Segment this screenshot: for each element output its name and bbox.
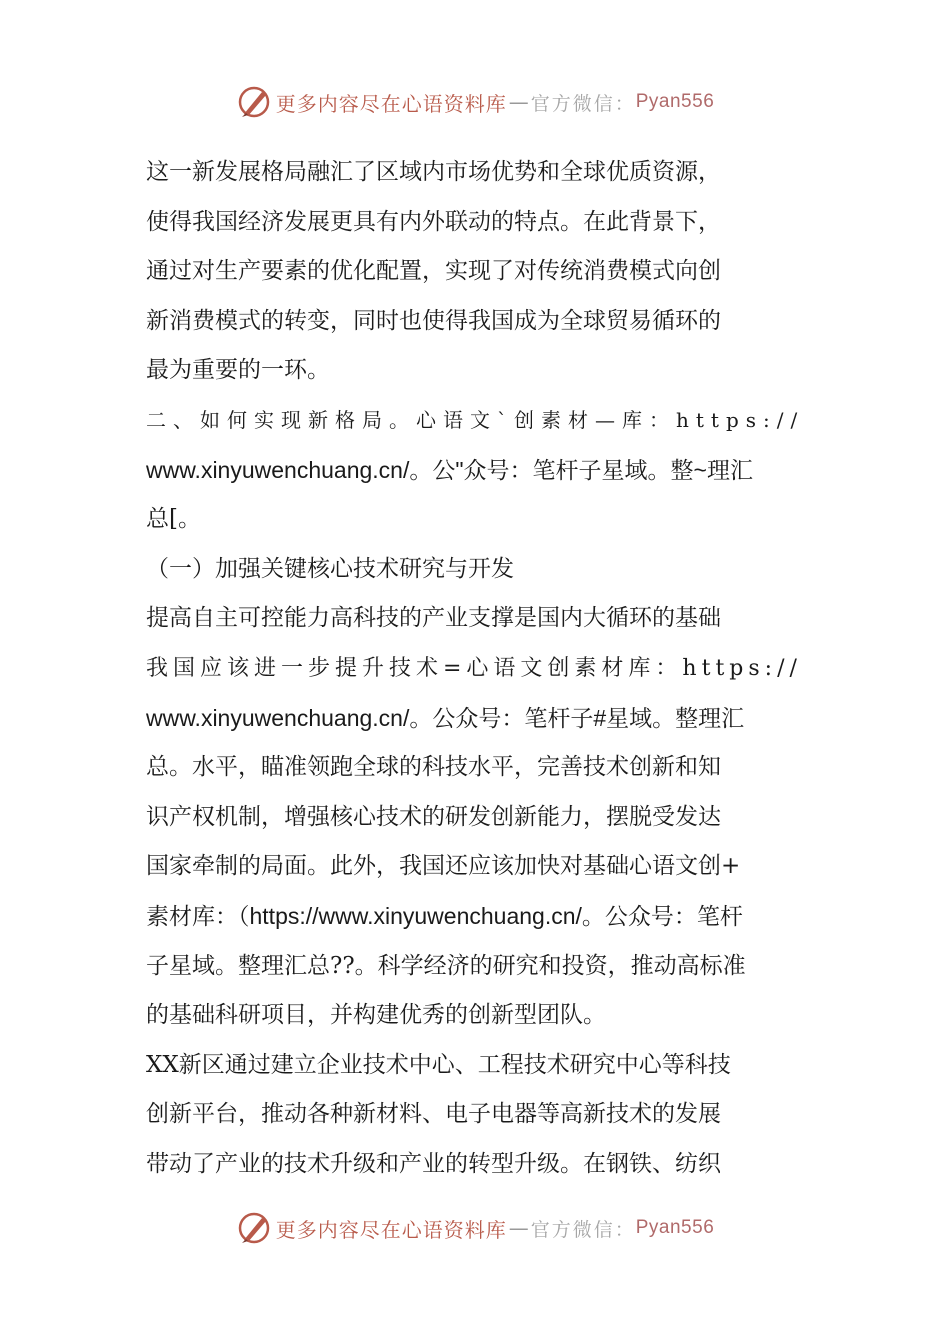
text-line: 素材库：（https://www.xinyuwenchuang.cn/。公众号：笔杆	[146, 902, 743, 929]
text-line: 总[。	[146, 506, 201, 533]
text-line: 带动了产业的技术升级和产业的转型升级。在钢铁、纺织	[146, 1150, 721, 1177]
subsection-heading: （一）加强关键核心技术研究与开发	[146, 555, 514, 582]
banner-official-label: 官方微信：	[530, 92, 636, 115]
pen-logo-icon	[236, 1210, 272, 1246]
banner-official-label: 官方微信：	[530, 1218, 636, 1241]
section-heading: 二、如何实现新格局。心语文`创素材—库：https://	[146, 407, 805, 432]
text-line: 我国应该进一步提升技术=心语文创素材库：https://	[146, 655, 802, 681]
text-line: www.xinyuwenchuang.cn/。公众号：笔杆子#星域。整理汇	[146, 704, 745, 731]
text-line: 提高自主可控能力高科技的产业支撑是国内大循环的基础	[146, 605, 721, 632]
header-banner	[0, 82, 950, 122]
banner-dash: —	[508, 1216, 529, 1240]
text-line: 这一新发展格局融汇了区域内市场优势和全球优质资源，	[146, 159, 721, 185]
banner-wechat-id: Pyan556	[635, 1217, 715, 1238]
text-line: www.xinyuwenchuang.cn/。公"众号：笔杆子星域。整~理汇	[146, 456, 753, 483]
text-line: XX新区通过建立企业技术中心、工程技术研究中心等科技	[146, 1051, 731, 1078]
text-line: 创新平台，推动各种新材料、电子电器等高新技术的发展	[146, 1101, 721, 1128]
document-body	[146, 148, 806, 1189]
text-line: 识产权机制，增强核心技术的研发创新能力，摆脱受发达	[146, 803, 721, 830]
banner-dash: —	[508, 90, 529, 114]
text-line: 国家牵制的局面。此外，我国还应该加快对基础心语文创+	[146, 853, 741, 880]
text-line: 通过对生产要素的优化配置，实现了对传统消费模式向创	[146, 258, 721, 285]
footer-banner	[0, 1208, 950, 1248]
pen-logo-icon	[236, 84, 272, 120]
text-line: 使得我国经济发展更具有内外联动的特点。在此背景下，	[146, 208, 721, 235]
text-line: 子星域。整理汇总??。科学经济的研究和投资，推动高标准	[146, 952, 746, 979]
text-line: 最为重要的一环。	[146, 357, 330, 384]
banner-brand-text: 更多内容尽在心语资料库	[275, 91, 507, 116]
text-line: 总。水平，瞄准领跑全球的科技水平，完善技术创新和知	[146, 754, 721, 781]
banner-wechat-id: Pyan556	[635, 91, 715, 112]
text-line: 的基础科研项目，并构建优秀的创新型团队。	[146, 1002, 606, 1029]
text-line: 新消费模式的转变，同时也使得我国成为全球贸易循环的	[146, 307, 721, 334]
banner-brand-text: 更多内容尽在心语资料库	[275, 1217, 507, 1242]
